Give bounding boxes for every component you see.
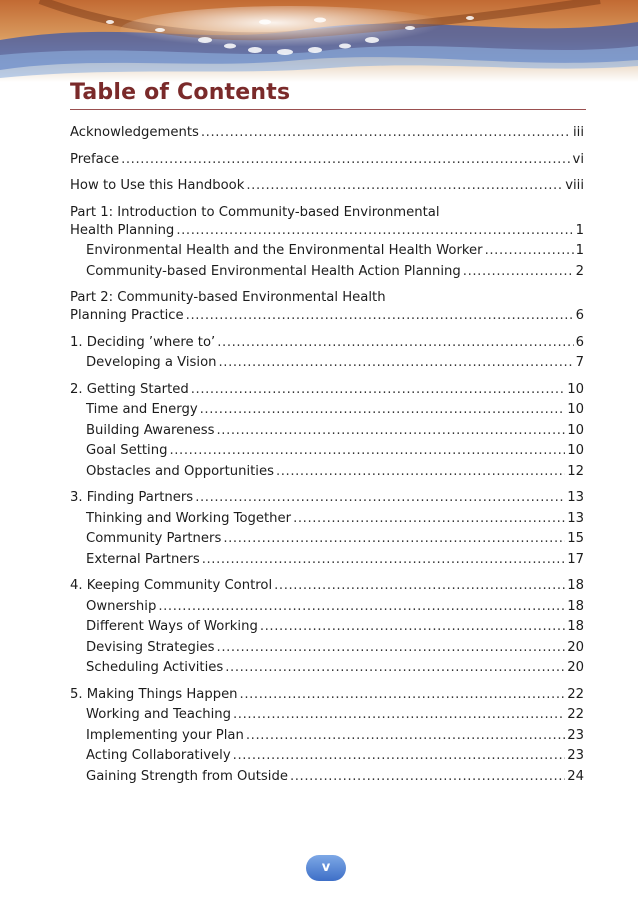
decorative-banner [0,0,638,82]
toc-entry-page: 15 [567,531,584,546]
toc-entry-label: Community Partners [86,531,222,546]
toc-entry-label: Preface [70,151,120,167]
toc-entry-label: Building Awareness [86,422,215,438]
toc-leader [246,727,565,745]
toc-entry [70,177,584,198]
toc-subentry [70,463,584,484]
toc-entry-label: Planning Practice [70,308,184,323]
toc-leader [217,422,566,440]
toc-leader [233,706,565,724]
toc-leader [217,334,573,352]
toc-entry-page: 6 [575,308,584,323]
toc-entry-label: 2. Getting Started [70,381,189,397]
toc-entry-label: 3. Finding Partners [70,490,194,505]
toc-entry-page: 18 [567,578,584,593]
toc-subentry [70,706,584,727]
toc-leader [246,177,563,195]
toc-entry-label: Gaining Strength from Outside [86,768,288,784]
toc-entry [70,577,584,598]
toc-leader [186,307,574,325]
toc-entry-label: 1. Deciding ’where to’ [70,334,216,350]
toc-leader [463,263,574,281]
toc-entry-page: 13 [567,510,584,526]
toc-entry-page: 13 [567,490,584,505]
toc-subentry [70,768,584,789]
toc-leader [219,354,574,372]
toc-entry [70,151,584,172]
toc-entry-page: 18 [567,619,584,634]
toc-leader [274,577,565,595]
toc-subentry [70,618,584,639]
toc-entry-page: 2 [575,263,584,279]
toc-entry-label: Time and Energy [86,402,198,417]
toc-entry-label: Goal Setting [86,443,168,458]
toc-entry-page: 20 [567,639,584,655]
toc-entry-page: 6 [575,334,584,350]
title-divider [70,109,586,110]
page-title: Table of Contents [70,80,291,105]
toc-entry [70,489,584,510]
toc-leader [485,242,574,260]
toc-entry-page: 18 [567,598,584,614]
toc-leader [169,442,565,460]
toc-entry-page: 12 [567,463,584,479]
toc-leader [200,401,566,419]
toc-entry-page: 1 [575,222,584,238]
page-number-badge: v [306,855,346,881]
toc-entry-label: Scheduling Activities [86,660,224,675]
toc-leader [260,618,565,636]
toc-entry-label: Environmental Health and the Environmental Health Worker [86,243,483,258]
toc-part-heading: Part 1: Introduction to Community-based Environmental [70,204,440,220]
toc-leader [195,489,565,507]
toc-leader [176,222,573,240]
toc-entry-page: 22 [567,707,584,722]
toc-leader [233,747,566,765]
toc-part-heading: Part 2: Community-based Environmental Health [70,290,386,305]
toc-entry [70,307,584,328]
toc-entry-label: Developing a Vision [86,355,217,370]
toc-subentry [70,530,584,551]
toc-leader [202,551,566,569]
toc-subentry [70,551,584,572]
toc-subentry [70,422,584,443]
toc-entry-page: 17 [567,551,584,567]
toc-entry-label: Implementing your Plan [86,727,244,743]
toc-leader [276,463,565,481]
toc-entry-label: 5. Making Things Happen [70,686,238,702]
toc-subentry [70,401,584,422]
toc-subentry [70,659,584,680]
toc-entry-page: 10 [567,443,584,458]
toc-subentry [70,242,584,263]
toc-entry-page: 24 [567,768,584,784]
toc-entry [70,381,584,402]
toc-subentry [70,727,584,748]
toc-entry-label: Acknowledgements [70,125,199,140]
toc-entry-page: 23 [567,727,584,743]
toc-entry-page: 7 [575,355,584,370]
toc-entry-page: 22 [567,686,584,702]
toc-entry-label: Different Ways of Working [86,619,258,634]
toc-entry [70,334,584,355]
toc-entry-label: How to Use this Handbook [70,178,245,193]
toc-entry-page: vi [572,151,584,167]
toc-leader [158,598,565,616]
toc-entry-page: 10 [567,422,584,438]
toc-subentry [70,442,584,463]
toc-entry-label: Working and Teaching [86,707,231,722]
toc-subentry [70,639,584,660]
toc-entry-label: Obstacles and Opportunities [86,463,274,479]
toc-leader [225,659,565,677]
toc-entry-label: Thinking and Working Together [86,510,292,526]
toc-entry-label: Acting Collaboratively [86,748,231,763]
toc-entry-label: External Partners [86,551,200,567]
toc-entry-page: 23 [567,748,584,763]
table-of-contents [70,124,584,788]
toc-entry-label: 4. Keeping Community Control [70,578,273,593]
toc-entry [70,686,584,707]
toc-entry [70,124,584,145]
toc-leader [240,686,566,704]
toc-entry-page: 10 [567,381,584,397]
toc-entry-page: 10 [567,402,584,417]
toc-entry-page: iii [573,125,584,140]
toc-subentry [70,263,584,284]
toc-entry [70,222,584,243]
toc-subentry [70,354,584,375]
toc-entry-label: Ownership [86,598,157,614]
toc-leader [201,124,571,142]
toc-entry-label: Devising Strategies [86,639,215,655]
toc-leader [191,381,565,399]
toc-entry-page: 20 [567,660,584,675]
toc-leader [121,151,570,169]
toc-leader [217,639,566,657]
toc-entry-page: viii [565,178,584,193]
toc-subentry [70,510,584,531]
toc-leader [223,530,565,548]
toc-subentry [70,598,584,619]
toc-leader [290,768,565,786]
toc-entry-page: 1 [575,243,584,258]
toc-subentry [70,747,584,768]
toc-leader [293,510,565,528]
toc-entry-label: Health Planning [70,222,175,238]
toc-entry-label: Community-based Environmental Health Action Planning [86,263,461,279]
